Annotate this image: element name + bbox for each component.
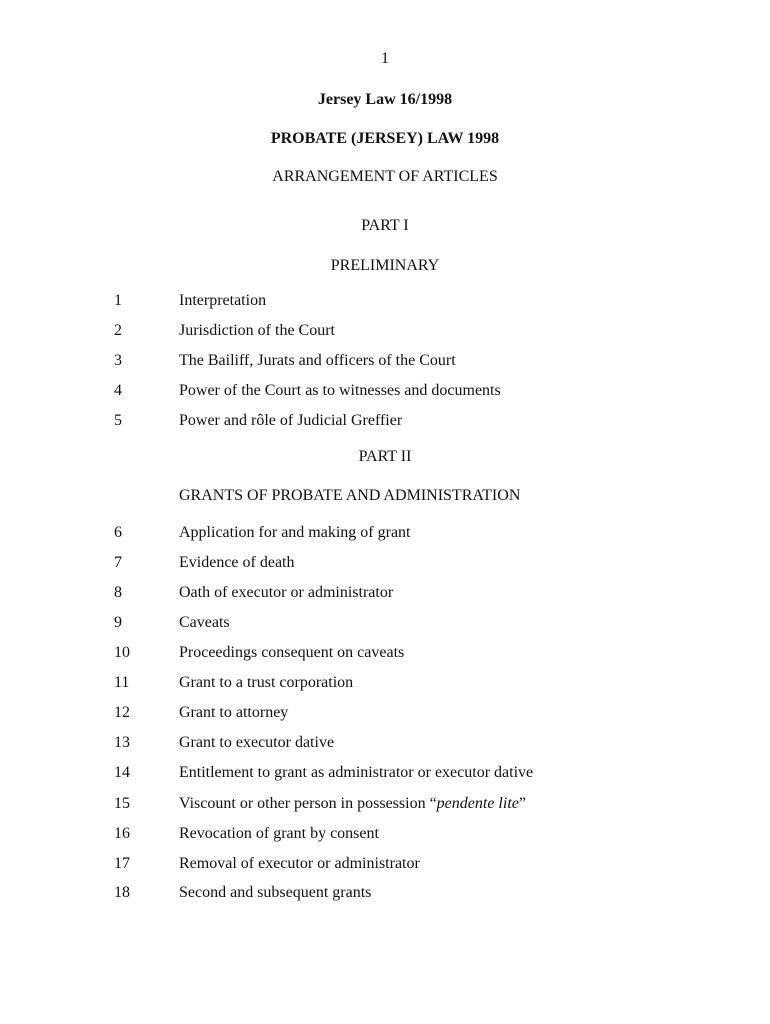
- article-number: 3: [114, 352, 122, 369]
- part-label: PART II: [358, 448, 412, 465]
- article-row: [0, 584, 770, 606]
- article-row: [0, 704, 770, 726]
- article-number: 10: [114, 644, 130, 661]
- article-number: 1: [114, 292, 122, 309]
- article-row: [0, 322, 770, 344]
- article-title: Proceedings consequent on caveats: [179, 644, 405, 661]
- article-title: Grant to attorney: [179, 704, 289, 721]
- article-title: Entitlement to grant as administrator or executor dative: [179, 764, 534, 781]
- article-row: [0, 795, 770, 817]
- article-title: Power of the Court as to witnesses and documents: [179, 382, 501, 399]
- article-title: Jurisdiction of the Court: [179, 322, 335, 339]
- article-number: 12: [114, 704, 130, 721]
- article-title: Interpretation: [179, 292, 267, 309]
- article-row: [0, 554, 770, 576]
- article-row: [0, 734, 770, 756]
- part-heading: GRANTS OF PROBATE AND ADMINISTRATION: [179, 487, 521, 504]
- article-number: 11: [114, 674, 130, 691]
- article-title-italic: pendente lite: [436, 795, 519, 812]
- article-title: Revocation of grant by consent: [179, 825, 379, 842]
- article-row: [0, 412, 770, 434]
- article-row: [0, 764, 770, 786]
- law-number: Jersey Law 16/1998: [317, 91, 453, 108]
- law-title: PROBATE (JERSEY) LAW 1998: [270, 130, 500, 147]
- article-number: 2: [114, 322, 122, 339]
- article-number: 5: [114, 412, 122, 429]
- article-title: Grant to a trust corporation: [179, 674, 354, 691]
- article-title: Oath of executor or administrator: [179, 584, 394, 601]
- article-row: [0, 855, 770, 877]
- article-title: Second and subsequent grants: [179, 884, 372, 901]
- part-label: PART I: [361, 217, 409, 234]
- article-row: [0, 292, 770, 314]
- article-row: [0, 674, 770, 696]
- article-number: 17: [114, 855, 130, 872]
- article-row: [0, 352, 770, 374]
- article-title-suffix: ”: [518, 795, 526, 812]
- arrangement-heading: ARRANGEMENT OF ARTICLES: [272, 168, 498, 185]
- article-row: [0, 884, 770, 906]
- article-number: 15: [114, 795, 130, 812]
- article-title: The Bailiff, Jurats and officers of the Court: [179, 352, 456, 369]
- article-number: 9: [114, 614, 122, 631]
- article-number: 13: [114, 734, 130, 751]
- page-number: 1: [381, 50, 389, 67]
- article-title: Evidence of death: [179, 554, 295, 571]
- article-title-prefix: Viscount or other person in possession “: [179, 795, 437, 812]
- article-number: 4: [114, 382, 122, 399]
- article-title: Caveats: [179, 614, 230, 631]
- article-row: [0, 644, 770, 666]
- article-title: Power and rôle of Judicial Greffier: [179, 412, 403, 429]
- article-title: Application for and making of grant: [179, 524, 411, 541]
- part-heading: PRELIMINARY: [330, 257, 440, 274]
- article-row: [0, 524, 770, 546]
- article-row: [0, 825, 770, 847]
- article-number: 6: [114, 524, 122, 541]
- article-title: [179, 795, 526, 813]
- article-title: Removal of executor or administrator: [179, 855, 420, 872]
- article-number: 7: [114, 554, 122, 571]
- article-number: 18: [114, 884, 130, 901]
- article-title: Grant to executor dative: [179, 734, 335, 751]
- article-number: 16: [114, 825, 130, 842]
- article-row: [0, 614, 770, 636]
- article-row: [0, 382, 770, 404]
- article-number: 14: [114, 764, 130, 781]
- article-number: 8: [114, 584, 122, 601]
